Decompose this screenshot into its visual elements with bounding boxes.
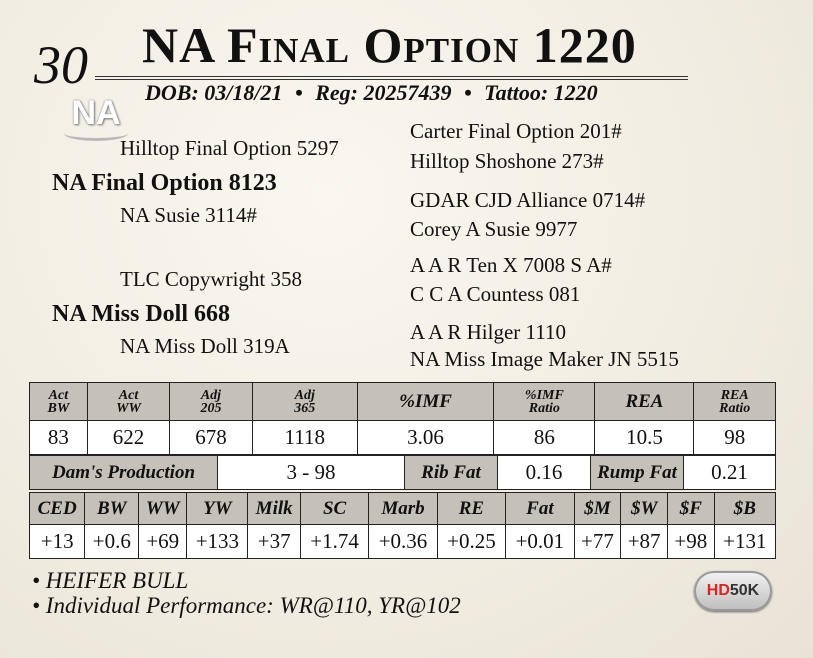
dam-sire-dam: C C A Countess 081	[410, 282, 581, 306]
na-logo-swoosh	[64, 126, 128, 141]
na-logo	[60, 96, 132, 140]
perf-header-adj-365: Adj 365	[252, 383, 357, 421]
note-heifer-bull: • HEIFER BULL	[32, 568, 189, 593]
hd50k-badge	[694, 571, 772, 611]
note-individual-performance: • Individual Performance: WR@110, YR@102	[32, 593, 461, 618]
epd-value-row	[30, 525, 776, 559]
sire-sire: Hilltop Final Option 5297	[120, 136, 339, 160]
tattoo: Tattoo: 1220	[484, 80, 598, 105]
animal-name-title: NA Final Option 1220	[142, 17, 637, 73]
epd-value-m-index: +77	[574, 525, 621, 559]
epd-value-yw: +133	[187, 525, 248, 559]
sire-sire-dam: Hilltop Shoshone 273#	[410, 149, 604, 173]
perf-value-adj-205: 678	[170, 421, 252, 455]
rib-fat-label: Rib Fat	[405, 456, 498, 490]
epd-header-bw: BW	[85, 493, 139, 525]
hd50k-badge-part2: 50K	[729, 582, 760, 599]
perf-header-imf: %IMF	[357, 383, 493, 421]
epd-value-f-index: +98	[668, 525, 715, 559]
dams-production-value: 3 - 98	[218, 456, 405, 490]
epd-header-milk: Milk	[248, 493, 300, 525]
perf-value-adj-365: 1118	[252, 421, 357, 455]
epd-value-sc: +1.74	[300, 525, 368, 559]
dam: NA Miss Doll 668	[52, 301, 231, 327]
perf-value-act-bw: 83	[30, 421, 88, 455]
epd-value-ced: +13	[30, 525, 85, 559]
epd-header-sc: SC	[300, 493, 368, 525]
dob: DOB: 03/18/21	[145, 80, 283, 105]
dam-sire-sire: A A R Ten X 7008 S A#	[410, 253, 612, 277]
rib-fat-value: 0.16	[498, 456, 591, 490]
epd-header-fat: Fat	[506, 493, 574, 525]
epd-header-f-index: $F	[668, 493, 715, 525]
epd-header-yw: YW	[187, 493, 248, 525]
sire-sire-sire: Carter Final Option 201#	[410, 119, 622, 143]
epd-header-w-index: $W	[621, 493, 668, 525]
separator: •	[463, 80, 472, 105]
performance-header-row	[30, 383, 776, 421]
rump-fat-label: Rump Fat	[591, 456, 684, 490]
id-line	[145, 82, 598, 104]
epd-header-b-index: $B	[714, 493, 775, 525]
perf-value-imf: 3.06	[357, 421, 493, 455]
performance-table	[29, 382, 776, 455]
perf-value-imf-ratio: 86	[494, 421, 595, 455]
epd-value-b-index: +131	[714, 525, 775, 559]
epd-header-ww: WW	[139, 493, 187, 525]
dam-dam-dam: NA Miss Image Maker JN 5515	[410, 347, 679, 371]
perf-header-act-ww: Act WW	[87, 383, 169, 421]
epd-header-marb: Marb	[369, 493, 437, 525]
epd-value-bw: +0.6	[85, 525, 139, 559]
epd-header-ced: CED	[30, 493, 85, 525]
epd-value-fat: +0.01	[506, 525, 574, 559]
epd-table	[29, 492, 776, 559]
perf-header-act-bw: Act BW	[30, 383, 88, 421]
hd50k-badge-part1: HD	[706, 582, 730, 599]
epd-header-m-index: $M	[574, 493, 621, 525]
dams-production-label: Dam's Production	[30, 456, 218, 490]
perf-header-imf-ratio: %IMF Ratio	[494, 383, 595, 421]
registration-number: Reg: 20257439	[315, 80, 452, 105]
epd-value-w-index: +87	[621, 525, 668, 559]
perf-value-rea: 10.5	[595, 421, 694, 455]
sire-dam: NA Susie 3114#	[120, 203, 257, 227]
dam-dam-sire: A A R Hilger 1110	[410, 320, 566, 344]
epd-header-row	[30, 493, 776, 525]
epd-value-ww: +69	[139, 525, 187, 559]
perf-value-act-ww: 622	[87, 421, 169, 455]
sire-dam-dam: Corey A Susie 9977	[410, 217, 578, 241]
epd-header-re: RE	[437, 493, 505, 525]
dam-dam: NA Miss Doll 319A	[120, 334, 290, 358]
performance-value-row	[30, 421, 776, 455]
sire: NA Final Option 8123	[52, 170, 277, 196]
perf-header-rea: REA	[595, 383, 694, 421]
title-rule-top	[95, 76, 688, 77]
dams-production-table	[29, 455, 776, 490]
sire-dam-sire: GDAR CJD Alliance 0714#	[410, 188, 646, 212]
perf-value-rea-ratio: 98	[694, 421, 776, 455]
separator: •	[295, 80, 303, 105]
rump-fat-value: 0.21	[684, 456, 776, 490]
perf-header-rea-ratio: REA Ratio	[694, 383, 776, 421]
epd-value-marb: +0.36	[369, 525, 437, 559]
perf-header-adj-205: Adj 205	[170, 383, 252, 421]
epd-value-milk: +37	[248, 525, 300, 559]
lot-number: 30	[34, 35, 88, 95]
epd-value-re: +0.25	[437, 525, 505, 559]
dam-sire: TLC Copywright 358	[120, 267, 302, 291]
na-logo-text: NA	[71, 94, 121, 132]
